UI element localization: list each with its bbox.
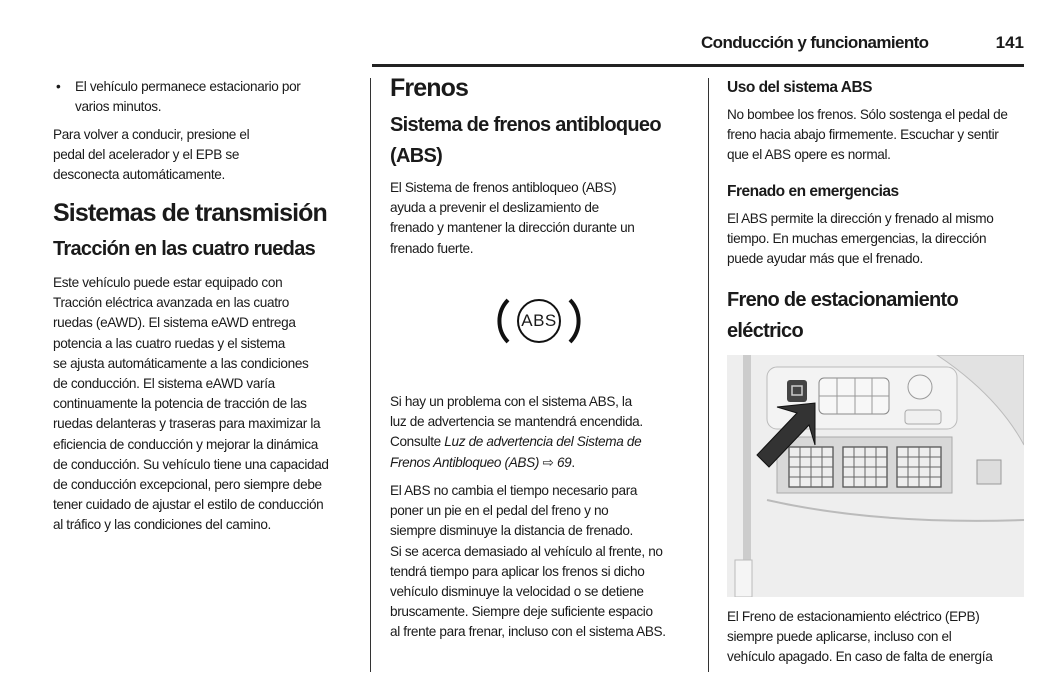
bullet-text: El vehículo permanece estacionario por varios minutos. (75, 79, 301, 115)
paragraph: El Freno de estacionamiento eléctrico (EPB) siempre puede aplicarse, incluso con el vehículo apagado. En caso de falta de energía (727, 609, 993, 665)
paragraph: El ABS permite la dirección y frenado al mismo tiempo. En muchas emergencias, la dirección puede ayudar más que el frenado. (727, 211, 994, 267)
subsection-heading: Freno de estacionamiento eléctrico (727, 289, 959, 342)
page-number: 141 (995, 33, 1024, 52)
section-heading: Frenos (390, 74, 468, 102)
subheading: Uso del sistema ABS (727, 79, 872, 96)
subsection-heading: Sistema de frenos antibloqueo (ABS) (390, 114, 661, 167)
paragraph: No bombee los frenos. Sólo sostenga el pedal de freno hacia abajo firmemente. Escuchar y sentir que el ABS opere es normal. (727, 107, 1008, 163)
column-divider (370, 78, 371, 672)
paragraph: El Sistema de frenos antibloqueo (ABS) ayuda a prevenir el deslizamiento de frenado y mantener la dirección durante un frenado fuerte. (390, 180, 635, 256)
subsection-heading: Tracción en las cuatro ruedas (53, 238, 316, 260)
cross-reference-link[interactable]: Luz de advertencia del Sistema de Frenos Antibloqueo (ABS) (390, 434, 642, 470)
subheading: Frenado en emergencias (727, 183, 899, 200)
paragraph: Para volver a conducir, presione el pedal del acelerador y el EPB se desconecta automáticamente. (53, 127, 250, 183)
paragraph: El ABS no cambia el tiempo necesario para poner un pie en el pedal del freno y no siempre disminuye la distancia de frenado. Si se acerca demasiado al vehículo al frente, no tendrá tiempo para aplicar los frenos si dicho vehículo disminuye la velocidad o se detiene bruscamente. Siempre deje suficiente espacio al frente para frenar, incluso con el sistema ABS. (390, 483, 666, 640)
section-heading: Sistemas de transmisión (53, 199, 327, 227)
period: . (571, 454, 575, 470)
abs-icon-label: ABS (521, 311, 557, 330)
paragraph-text: Si hay un problema con el sistema ABS, la luz de advertencia se mantendrá encendida. Consulte (390, 394, 643, 450)
bullet-marker: • (56, 79, 61, 94)
column-divider (708, 78, 709, 672)
page-ref-arrow-icon: ⇨ (542, 454, 554, 470)
running-header (372, 30, 1024, 67)
epb-dashboard-illustration (727, 355, 1024, 597)
section-title: Conducción y funcionamiento (701, 33, 929, 52)
paragraph: Este vehículo puede estar equipado con Tracción eléctrica avanzada en las cuatro ruedas (eAWD). El sistema eAWD entrega potencia a las cuatro ruedas y el sistema se ajusta automáticamente a las condiciones de conducción. El sistema eAWD varía continuamente la potencia de tracción de las ruedas delanteras y traseras para maximizar la eficiencia de conducción y mejorar la dinámica de conducción. Su vehículo tiene una capacidad de conducción excepcional, pero siempre debe tener cuidado de ajustar el estilo de conducción al tráfico y las condiciones del camino. (53, 275, 329, 533)
page-reference[interactable]: 69 (556, 454, 572, 470)
abs-warning-icon (496, 292, 582, 350)
paragraph (390, 392, 643, 473)
